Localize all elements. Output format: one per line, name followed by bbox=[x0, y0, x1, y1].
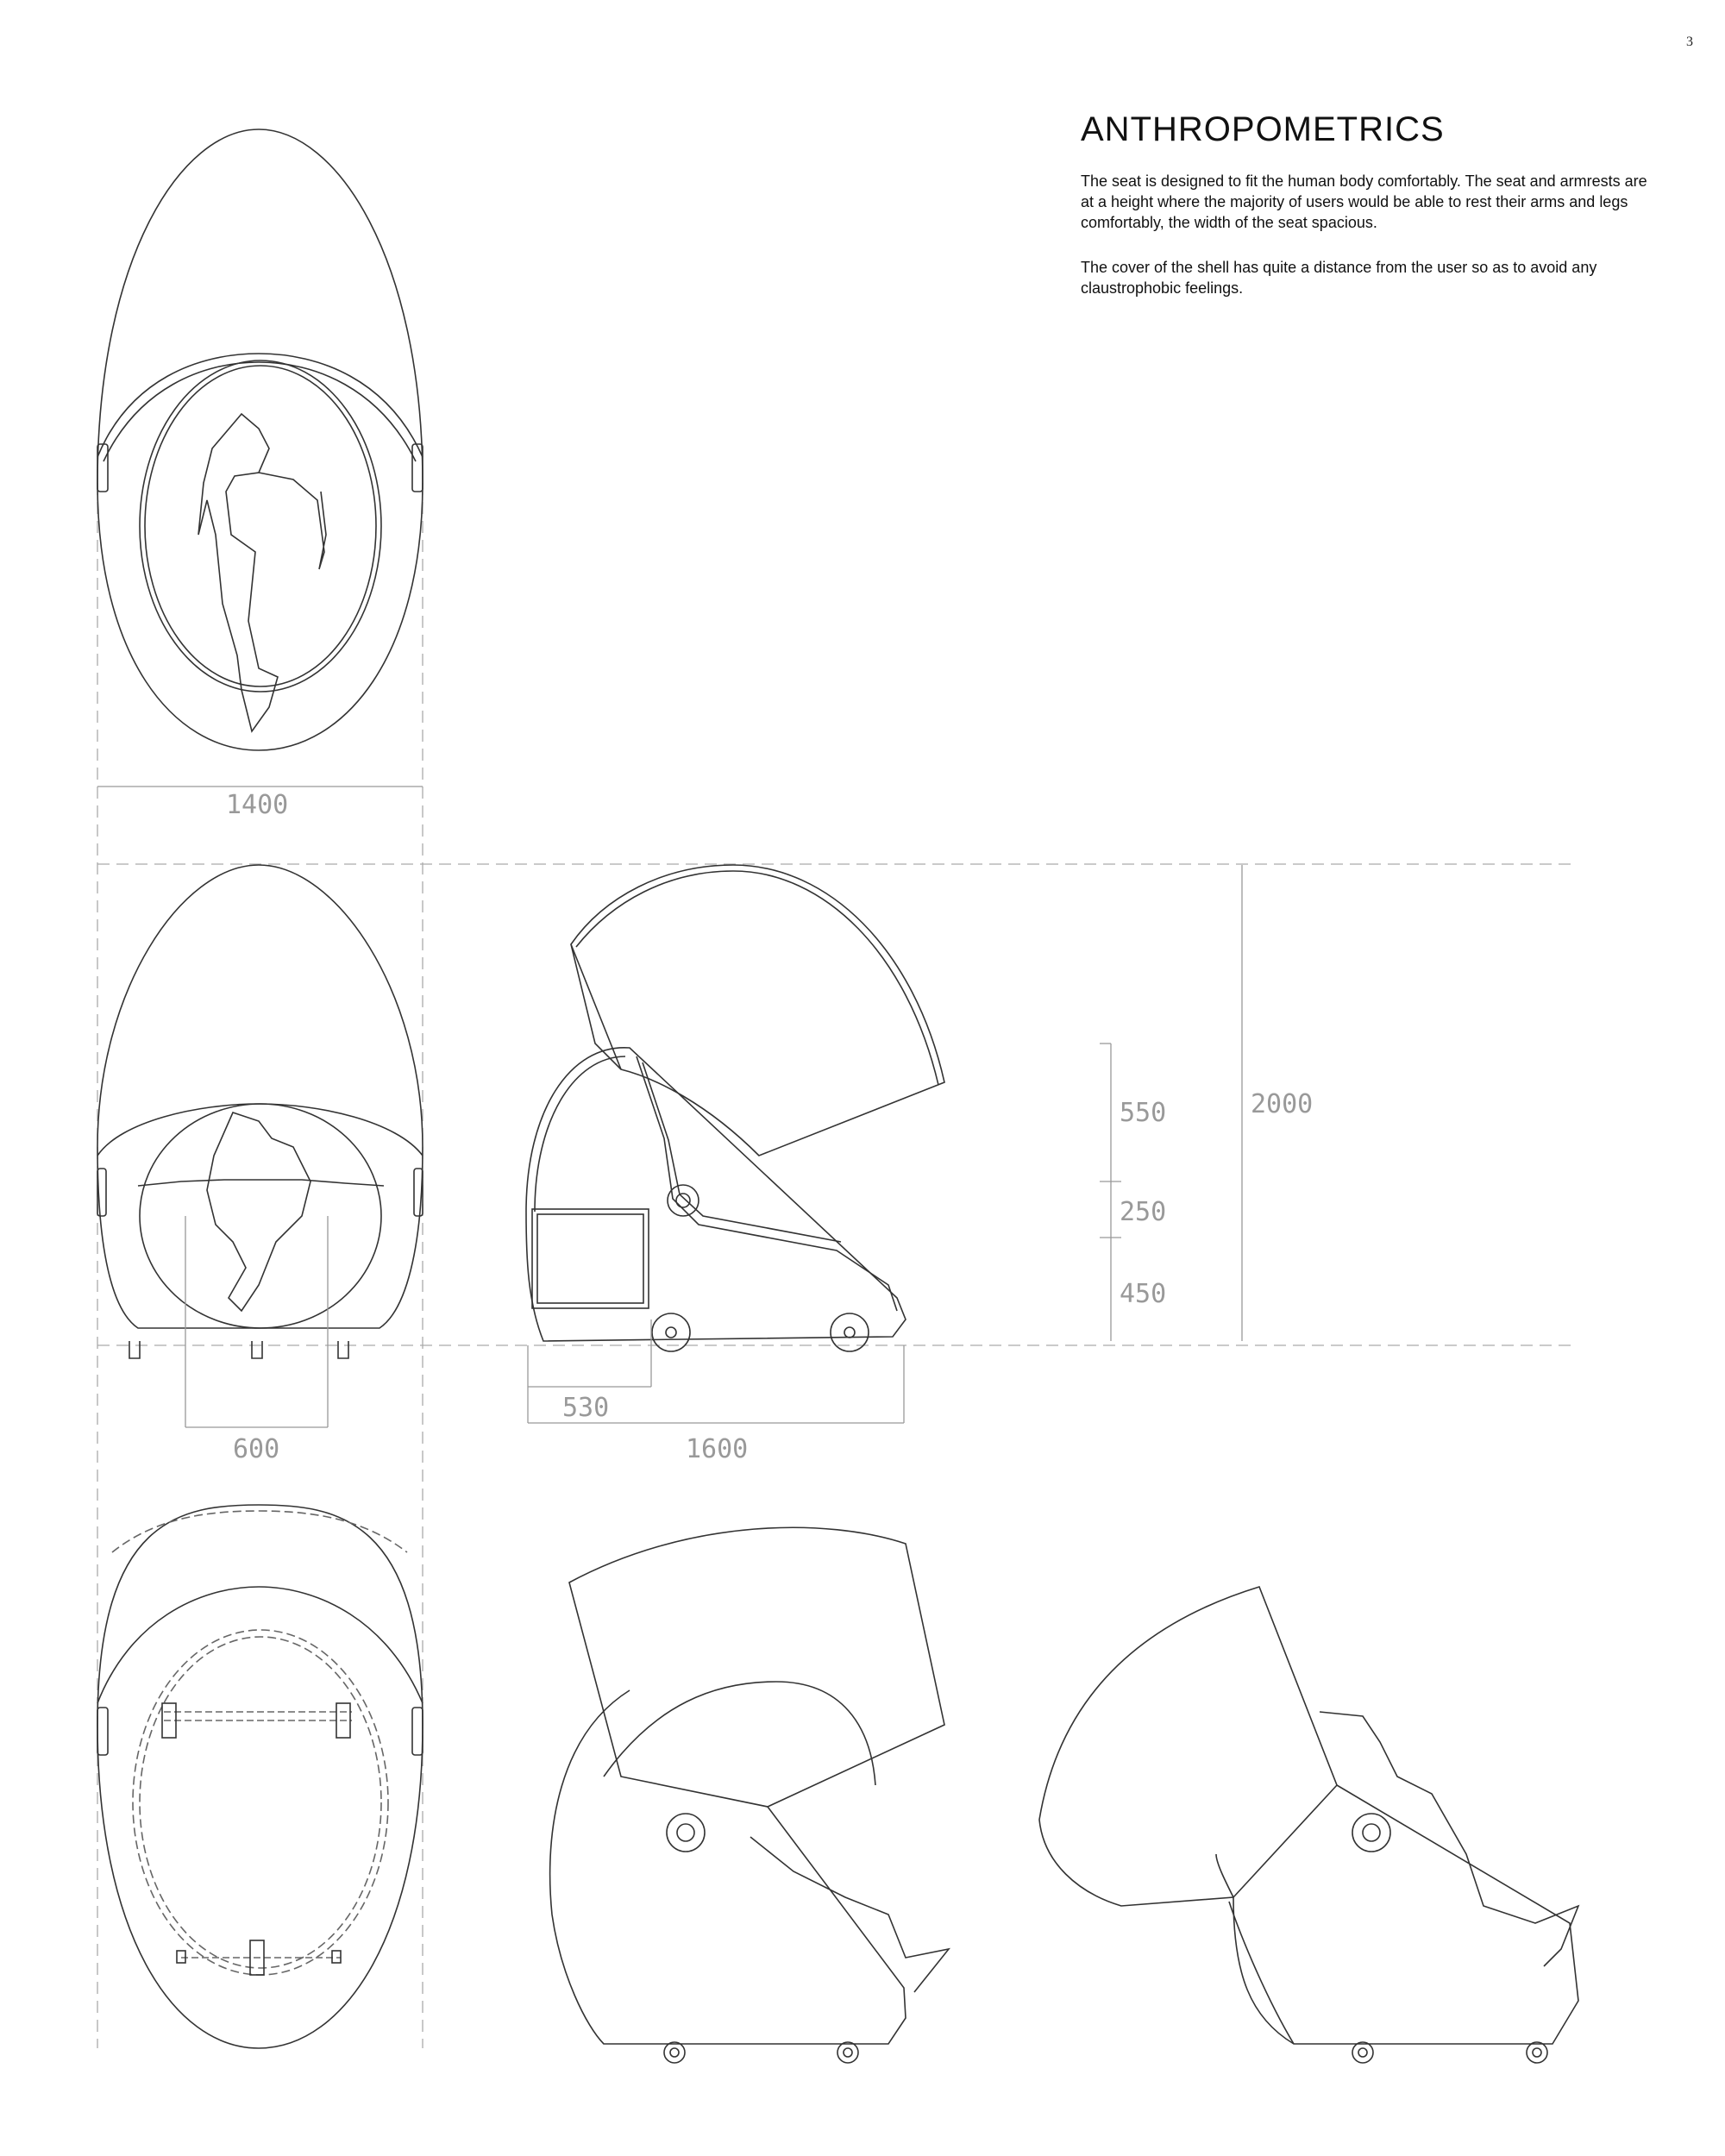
bottom-view-seat-outline bbox=[133, 1630, 388, 1975]
page-number: 3 bbox=[1686, 34, 1693, 49]
dimension-label-450: 450 bbox=[1120, 1279, 1167, 1309]
front-view-seat bbox=[140, 1104, 381, 1328]
top-view-seat bbox=[140, 360, 381, 692]
dimension-label-1400: 1400 bbox=[226, 790, 289, 820]
perspective-view-open bbox=[1039, 1587, 1578, 2063]
bottom-view-pod bbox=[97, 1505, 423, 2048]
description-paragraph-1: The seat is designed to fit the human body comfortably. The seat and armrests are at a height where the majority of users would be able to rest their arms and legs comfortably, the width of the seat spacious. bbox=[1081, 172, 1647, 231]
dimension-label-2000: 2000 bbox=[1251, 1089, 1314, 1119]
side-view-hinge bbox=[668, 1185, 699, 1216]
dimension-label-1600: 1600 bbox=[686, 1434, 749, 1464]
side-view-wheel-rear bbox=[831, 1313, 869, 1351]
dimension-label-530: 530 bbox=[562, 1393, 610, 1423]
construction-lines bbox=[97, 483, 1574, 2048]
top-view-right-hinge bbox=[412, 444, 423, 492]
side-view-pod bbox=[526, 865, 944, 1351]
dimension-label-250: 250 bbox=[1120, 1197, 1167, 1227]
perspective-2-shell bbox=[1216, 1785, 1578, 2044]
front-view-human-figure bbox=[207, 1112, 310, 1311]
top-view-left-hinge bbox=[97, 444, 108, 492]
side-view-storage bbox=[532, 1209, 649, 1308]
perspective-2-canopy bbox=[1039, 1587, 1337, 1906]
side-view-canopy bbox=[571, 865, 944, 1156]
front-view-foot-mid bbox=[252, 1341, 262, 1358]
side-view-shell bbox=[526, 1048, 906, 1341]
side-view-seat-profile bbox=[637, 1056, 897, 1311]
perspective-view-closed bbox=[550, 1527, 949, 2063]
description-paragraph-2: The cover of the shell has quite a distance from the user so as to avoid any claustrophobic feelings. bbox=[1081, 259, 1597, 297]
top-view-shell bbox=[97, 129, 423, 750]
dimension-label-600: 600 bbox=[233, 1434, 280, 1464]
front-view-foot-right bbox=[338, 1341, 348, 1358]
top-view-pod bbox=[97, 129, 423, 750]
perspective-1-shell bbox=[550, 1690, 906, 2044]
front-view-canopy-rim bbox=[97, 1104, 423, 1156]
front-view-pod bbox=[97, 865, 423, 1358]
dimension-seat-width bbox=[185, 1216, 328, 1427]
perspective-1-canopy bbox=[569, 1527, 944, 1807]
page-title: ANTHROPOMETRICS bbox=[1081, 110, 1445, 148]
front-view-foot-left bbox=[129, 1341, 140, 1358]
dimension-label-550: 550 bbox=[1120, 1098, 1167, 1128]
front-view-shell bbox=[97, 865, 423, 1328]
